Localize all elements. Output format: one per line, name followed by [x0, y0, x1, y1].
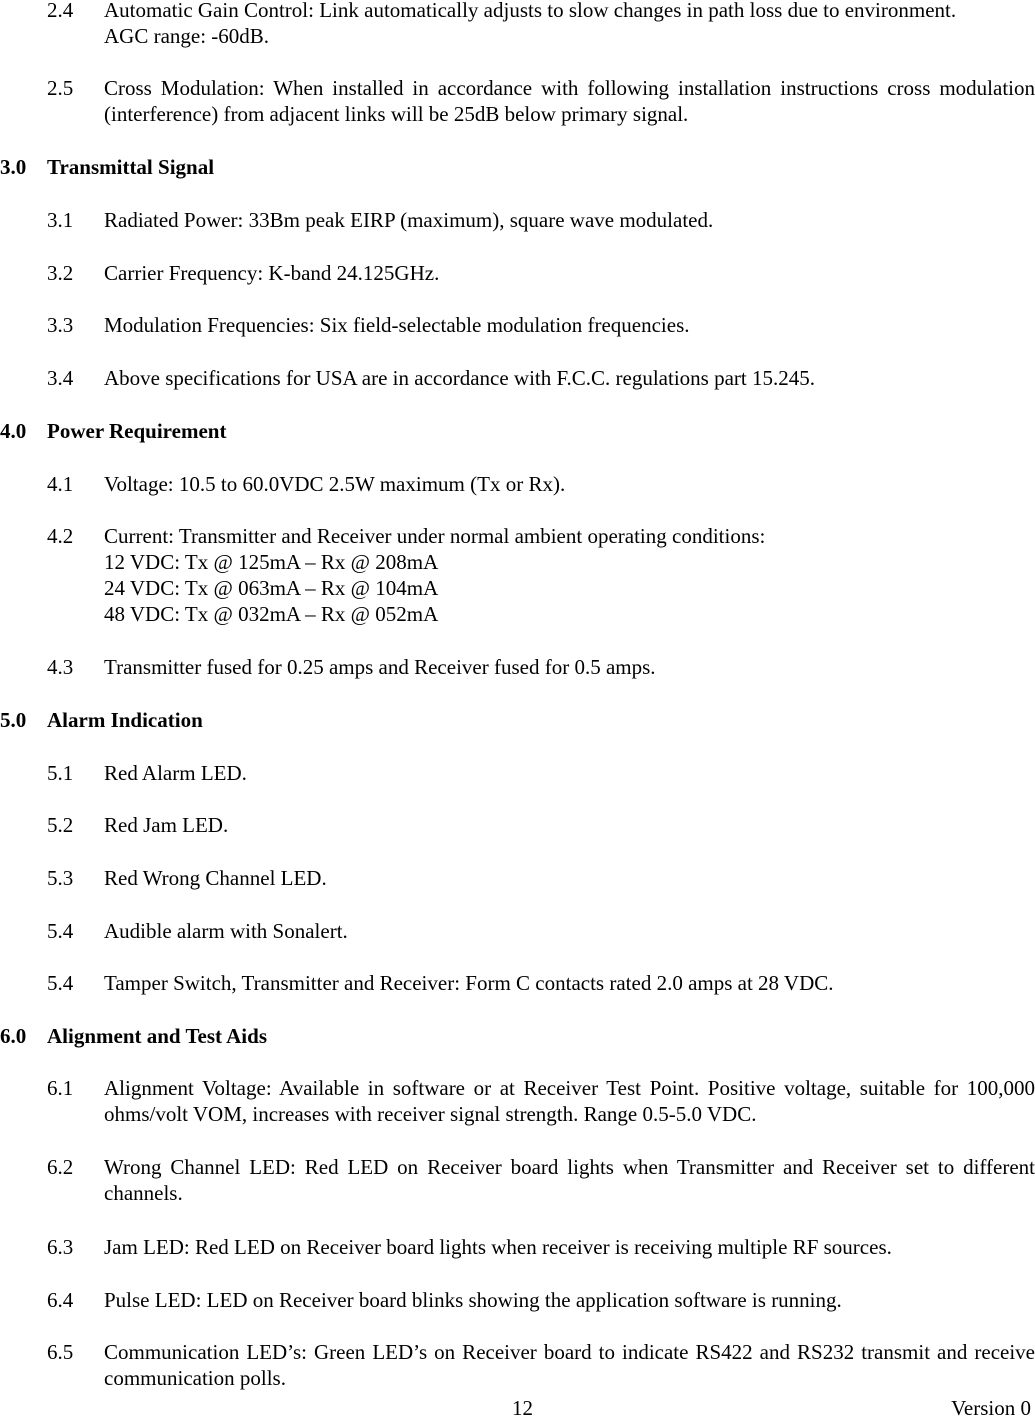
- section-heading-3: [0, 154, 214, 180]
- section-number: 4.0: [0, 419, 27, 443]
- item-text: [104, 0, 1035, 49]
- section-heading-4: [0, 418, 226, 444]
- item-text: Audible alarm with Sonalert.: [104, 919, 348, 943]
- item-text: Voltage: 10.5 to 60.0VDC 2.5W maximum (Tx or Rx).: [104, 472, 566, 496]
- item-text: Red Alarm LED.: [104, 761, 247, 785]
- page-number: 12: [512, 1396, 533, 1420]
- item-number: 4.3: [47, 655, 74, 679]
- section-heading-5: [0, 707, 203, 733]
- item-text: Tamper Switch, Transmitter and Receiver: Form C contacts rated 2.0 amps at 28 VDC.: [104, 971, 834, 995]
- item-4-1: [47, 471, 1035, 497]
- item-4-2: [47, 523, 1035, 627]
- item-number: 6.4: [47, 1288, 74, 1312]
- section-title: Alarm Indication: [47, 708, 203, 732]
- item-5-4-tamper: [47, 970, 1035, 996]
- item-number: 3.4: [47, 366, 74, 390]
- section-title: Transmittal Signal: [47, 155, 215, 179]
- item-number: 6.2: [47, 1155, 74, 1179]
- item-6-4: [47, 1287, 1035, 1313]
- item-3-3: [47, 312, 1035, 338]
- item-5-1: [47, 760, 1035, 786]
- item-5-2: [47, 812, 1035, 838]
- item-text: Red Jam LED.: [104, 813, 229, 837]
- item-text: Transmitter fused for 0.25 amps and Receiver fused for 0.5 amps.: [104, 655, 656, 679]
- item-number: 2.4: [47, 0, 74, 22]
- item-5-3: [47, 865, 1035, 891]
- item-line: 24 VDC: Tx @ 063mA – Rx @ 104mA: [104, 576, 439, 600]
- section-number: 5.0: [0, 708, 27, 732]
- item-line: Automatic Gain Control: Link automatically adjusts to slow changes in path loss due to environment.: [104, 0, 957, 22]
- item-number: 6.1: [47, 1076, 74, 1100]
- item-number: 5.3: [47, 866, 74, 890]
- item-number: 3.3: [47, 313, 74, 337]
- item-2-5: [47, 75, 1035, 127]
- item-number: 3.1: [47, 208, 74, 232]
- item-3-1: [47, 207, 1035, 233]
- item-text: Jam LED: Red LED on Receiver board lights when receiver is receiving multiple RF sources.: [104, 1235, 892, 1259]
- section-heading-6: [0, 1023, 267, 1049]
- item-number: 5.4: [47, 971, 74, 995]
- item-3-2: [47, 260, 1035, 286]
- item-text: Wrong Channel LED: Red LED on Receiver board lights when Transmitter and Receiver set to different channels.: [104, 1155, 1035, 1205]
- item-text: Radiated Power: 33Bm peak EIRP (maximum), square wave modulated.: [104, 208, 714, 232]
- item-number: 6.5: [47, 1340, 74, 1364]
- item-text: Communication LED’s: Green LED’s on Receiver board to indicate RS422 and RS232 transmit and receive communication polls.: [104, 1340, 1035, 1390]
- item-6-1: [47, 1075, 1035, 1127]
- section-number: 3.0: [0, 155, 27, 179]
- section-title: Alignment and Test Aids: [47, 1024, 267, 1048]
- version-label: Version 0: [951, 1396, 1031, 1420]
- item-number: 6.3: [47, 1235, 74, 1259]
- item-line: 12 VDC: Tx @ 125mA – Rx @ 208mA: [104, 550, 439, 574]
- item-number: 5.4: [47, 919, 74, 943]
- item-line: Current: Transmitter and Receiver under normal ambient operating conditions:: [104, 524, 766, 548]
- item-text: Above specifications for USA are in accordance with F.C.C. regulations part 15.245.: [104, 366, 815, 390]
- item-6-2: [47, 1154, 1035, 1206]
- item-number: 5.1: [47, 761, 74, 785]
- item-text: [104, 523, 1035, 627]
- item-6-3: [47, 1234, 1035, 1260]
- item-5-4-audible: [47, 918, 1035, 944]
- item-line: AGC range: -60dB.: [104, 24, 270, 48]
- item-number: 5.2: [47, 813, 74, 837]
- item-text: Pulse LED: LED on Receiver board blinks showing the application software is running.: [104, 1288, 842, 1312]
- item-6-5: [47, 1339, 1035, 1391]
- item-4-3: [47, 654, 1035, 680]
- item-text: Cross Modulation: When installed in accordance with following installation instructions cross modulation (interference) from adjacent links will be 25dB below primary signal.: [104, 76, 1035, 126]
- section-title: Power Requirement: [47, 419, 227, 443]
- item-number: 3.2: [47, 261, 74, 285]
- item-2-4: [47, 0, 1035, 49]
- item-text: Carrier Frequency: K-band 24.125GHz.: [104, 261, 440, 285]
- item-text: Alignment Voltage: Available in software or at Receiver Test Point. Positive voltage, suitable for 100,000 ohms/volt VOM, increases with receiver signal strength. Range 0.5-5.0 VDC.: [104, 1076, 1035, 1126]
- item-number: 2.5: [47, 76, 74, 100]
- item-number: 4.1: [47, 472, 74, 496]
- item-number: 4.2: [47, 524, 74, 548]
- item-line: 48 VDC: Tx @ 032mA – Rx @ 052mA: [104, 602, 439, 626]
- item-3-4: [47, 365, 1035, 391]
- item-text: Red Wrong Channel LED.: [104, 866, 327, 890]
- item-text: Modulation Frequencies: Six field-selectable modulation frequencies.: [104, 313, 690, 337]
- section-number: 6.0: [0, 1024, 27, 1048]
